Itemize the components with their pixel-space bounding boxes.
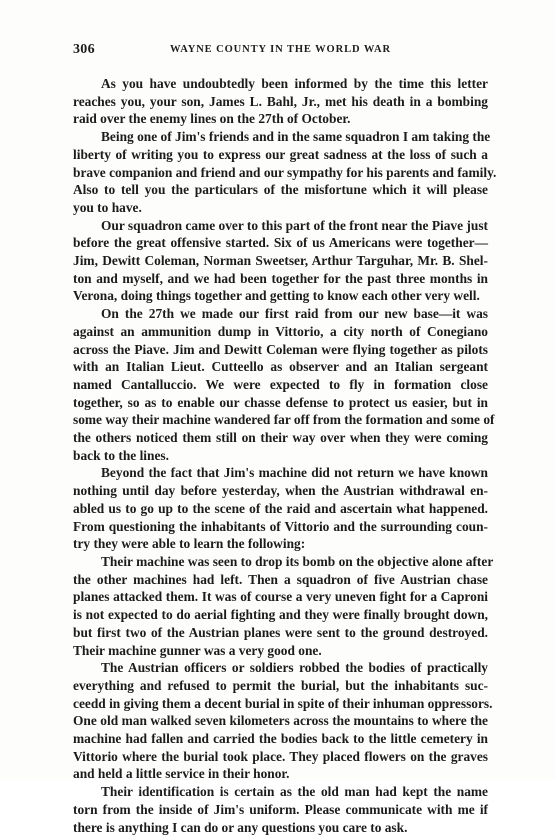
paragraph [73, 305, 495, 464]
text-line: Being one of Jim's friends and in the same squadron I am taking the [101, 129, 491, 145]
text-line: liberty of writing you to express our great sadness at the loss of such a [73, 146, 488, 162]
text-line: planes attacked them. It was of course a very uneven fight for a Caproni [73, 589, 488, 605]
text-line: with an Italian Lieut. Cutteello as observer and an Italian sergeant [73, 359, 488, 375]
text-line: back to the lines. [73, 447, 169, 463]
text-line: Also to tell you the particulars of the misfortune which it will please [73, 182, 488, 198]
text-line: before the great offensive started. Six of us Americans were together— [73, 235, 488, 251]
text-line: raid over the enemy lines on the 27th of October. [73, 111, 351, 127]
text-line: torn from the inside of Jim's uniform. Please communicate with me if [73, 801, 488, 817]
text-line: together, so as to enable our chasse defense to protect us easier, but in [73, 394, 488, 410]
paragraph [73, 464, 488, 553]
paragraph [73, 659, 493, 783]
text-line: One old man walked seven kilometers across the mountains to where the [73, 713, 488, 729]
text-line: try they were able to learn the following: [73, 536, 306, 552]
running-head: WAYNE COUNTY IN THE WORLD WAR [169, 44, 392, 55]
text-line: Their identification is certain as the old man had kept the name [101, 784, 488, 800]
text-line: the others noticed them still on their way over when they were coming [73, 430, 488, 446]
paragraph [73, 75, 488, 128]
text-line: Beyond the fact that Jim's machine did not return we have known [101, 465, 488, 481]
text-line: reaches you, your son, James L. Bahl, Jr., met his death in a bombing [73, 93, 488, 109]
text-line: ceedd in giving them a decent burial in spite of their inhuman oppressors. [73, 695, 493, 711]
text-line: Their machine was seen to drop its bomb on the objective alone after [101, 553, 494, 569]
text-line: The Austrian officers or soldiers robbed the bodies of practically [101, 660, 488, 676]
paragraph [73, 128, 497, 217]
text-line: Jim, Dewitt Coleman, Norman Sweetser, Arthur Targuhar, Mr. B. Shel- [73, 253, 488, 269]
text-line: Our squadron came over to this part of the front near the Piave just [101, 217, 488, 233]
letter-body [73, 75, 497, 836]
text-line: Their machine gunner was a very good one. [73, 642, 322, 658]
text-line: machine had fallen and carried the bodies back to the little cemetery in [73, 731, 488, 747]
paragraph [73, 783, 488, 836]
paragraph [73, 217, 488, 306]
text-line: As you have undoubtedly been informed by the time this letter [101, 76, 488, 91]
text-line: ton and myself, and we had been together for the past three months in [73, 270, 488, 286]
text-line: brave companion and friend and our sympathy for his parents and family. [73, 164, 497, 180]
text-line: against an ammunition dump in Vittorio, a city north of Conegiano [73, 323, 488, 339]
text-line: and held a little service in their honor. [73, 766, 290, 782]
text-line: across the Piave. Jim and Dewitt Coleman were flying together as pilots [73, 341, 488, 357]
text-line: the other machines had left. Then a squadron of five Austrian chase [73, 571, 488, 587]
text-line: On the 27th we made our first raid from our new base—it was [101, 306, 488, 322]
text-line: named Cantalluccio. We were expected to fly in formation close [73, 376, 488, 392]
text-line: is not expected to do aerial fighting and they were finally brought down, [73, 607, 488, 623]
text-line: everything and refused to permit the burial, but the inhabitants suc- [73, 677, 488, 693]
text-line: you to have. [73, 199, 142, 215]
text-line: Vittorio where the burial took place. They placed flowers on the graves [73, 748, 488, 764]
page-number: 306 [73, 42, 95, 57]
text-line: some way their machine wandered far off from the formation and some of [73, 412, 495, 428]
text-line: nothing until day before yesterday, when the Austrian withdrawal en- [73, 483, 488, 499]
text-line: abled us to go up to the scene of the raid and ascertain what happened. [73, 500, 488, 516]
page-header [73, 42, 488, 62]
paragraph [73, 553, 494, 659]
text-line: From questioning the inhabitants of Vittorio and the surrounding coun- [73, 518, 488, 534]
text-line: but first two of the Austrian planes were sent to the ground destroyed. [73, 624, 488, 640]
text-line: Verona, doing things together and getting to know each other very well. [73, 288, 480, 304]
text-line: there is anything I can do or any questions you care to ask. [73, 819, 408, 835]
